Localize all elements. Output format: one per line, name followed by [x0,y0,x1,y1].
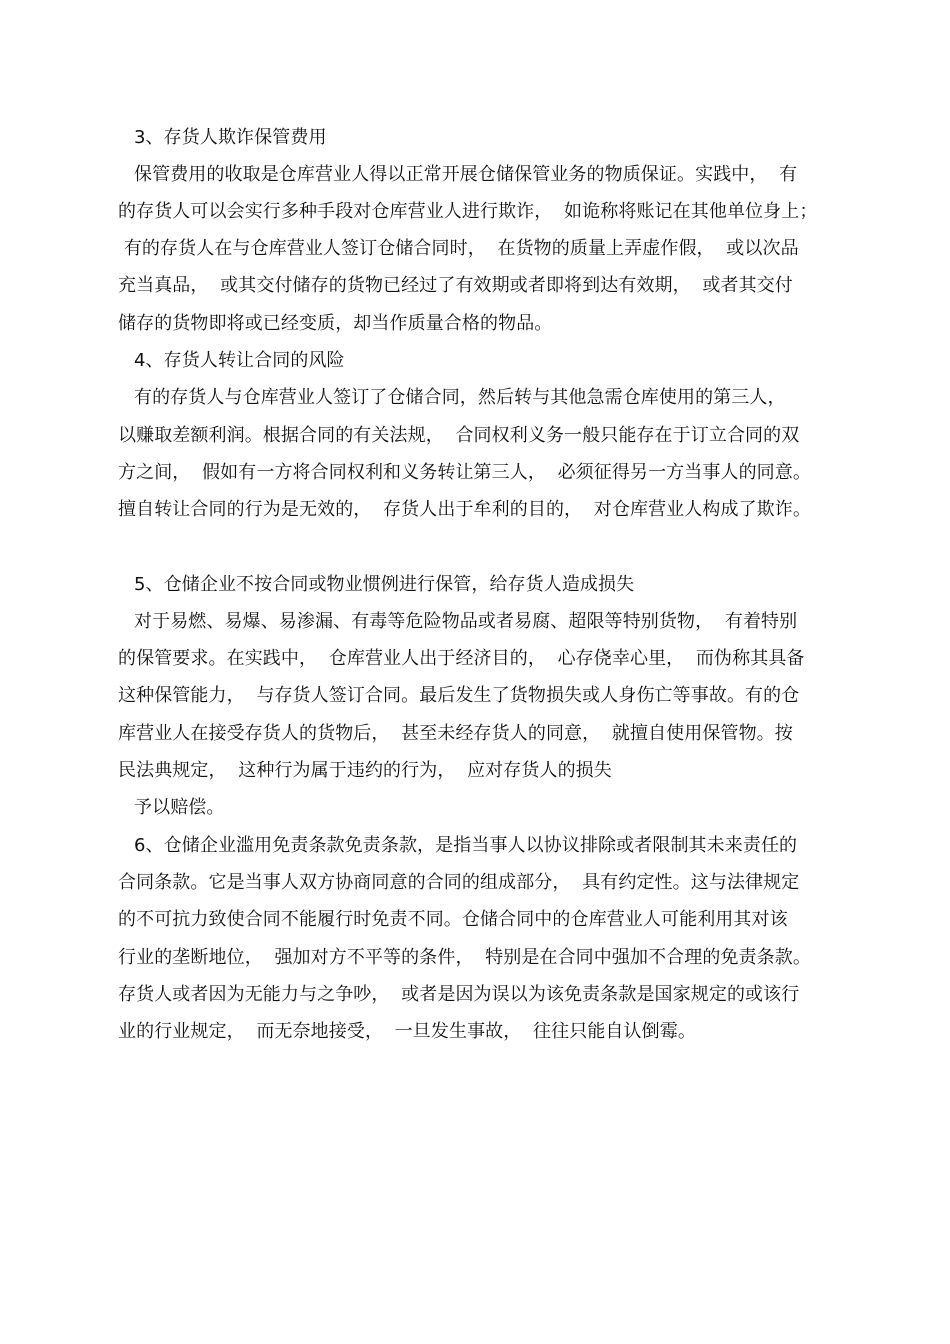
section-heading-4: 4、存货人转让合同的风险 [134,350,345,371]
paragraph-line: 业的行业规定， 而无奈地接受， 一旦发生事故， 往往只能自认倒霉。 [118,1021,696,1042]
section-heading-5: 5、仓储企业不按合同或物业惯例进行保管，给存货人造成损失 [134,574,635,595]
paragraph-line: 予以赔偿。 [134,797,225,818]
section-heading-3: 3、存货人欺诈保管费用 [134,127,327,148]
paragraph-line: 储存的货物即将或已经变质，却当作质量合格的物品。 [118,313,553,334]
paragraph-line: 这种保管能力， 与存货人签订合同。最后发生了货物损失或人身伤亡等事故。有的仓 [118,685,800,706]
section-heading-6: 6、仓储企业滥用免责条款免责条款，是指当事人以协议排除或者限制其未来责任的 [134,835,798,856]
paragraph-line: 以赚取差额利润。根据合同的有关法规， 合同权利义务一般只能存在于订立合同的双 [118,425,800,446]
paragraph-line: 方之间， 假如有一方将合同权利和义务转让第三人， 必须征得另一方当事人的同意。 [118,462,811,483]
paragraph-line: 有的存货人在与仓库营业人签订仓储合同时， 在货物的质量上弄虚作假， 或以次品 [118,238,799,259]
paragraph-line: 保管费用的收取是仓库营业人得以正常开展仓储保管业务的物质保证。实践中， 有 [134,164,798,185]
paragraph-line: 的存货人可以会实行多种手段对仓库营业人进行欺诈， 如诡称将账记在其他单位身上； [118,201,818,222]
paragraph-line: 对于易燃、易爆、易渗漏、有毒等危险物品或者易腐、超限等特别货物， 有着特别 [134,611,798,632]
paragraph-line: 擅自转让合同的行为是无效的， 存货人出于牟利的目的， 对仓库营业人构成了欺诈。 [118,499,811,520]
paragraph-line: 行业的垄断地位， 强加对方不平等的条件， 特别是在合同中强加不合理的免责条款。 [118,947,811,968]
paragraph-line: 民法典规定， 这种行为属于违约的行为， 应对存货人的损失 [118,760,612,781]
paragraph-line: 库营业人在接受存货人的货物后， 甚至未经存货人的同意， 就擅自使用保管物。按 [118,723,793,744]
paragraph-line: 的保管要求。在实践中， 仓库营业人出于经济目的， 心存侥幸心里， 而伪称其具备 [118,648,805,669]
paragraph-line: 充当真品， 或其交付储存的货物已经过了有效期或者即将到达有效期， 或者其交付 [118,275,793,296]
paragraph-line: 有的存货人与仓库营业人签订了仓储合同，然后转与其他急需仓库使用的第三人， [134,387,786,408]
paragraph-line: 的不可抗力致使合同不能履行时免责不同。仓储合同中的仓库营业人可能利用其对该 [118,909,788,930]
paragraph-line: 合同条款。它是当事人双方协商同意的合同的组成部分， 具有约定性。这与法律规定 [118,872,800,893]
paragraph-line: 存货人或者因为无能力与之争吵， 或者是因为误以为该免责条款是国家规定的或该行 [118,984,800,1005]
